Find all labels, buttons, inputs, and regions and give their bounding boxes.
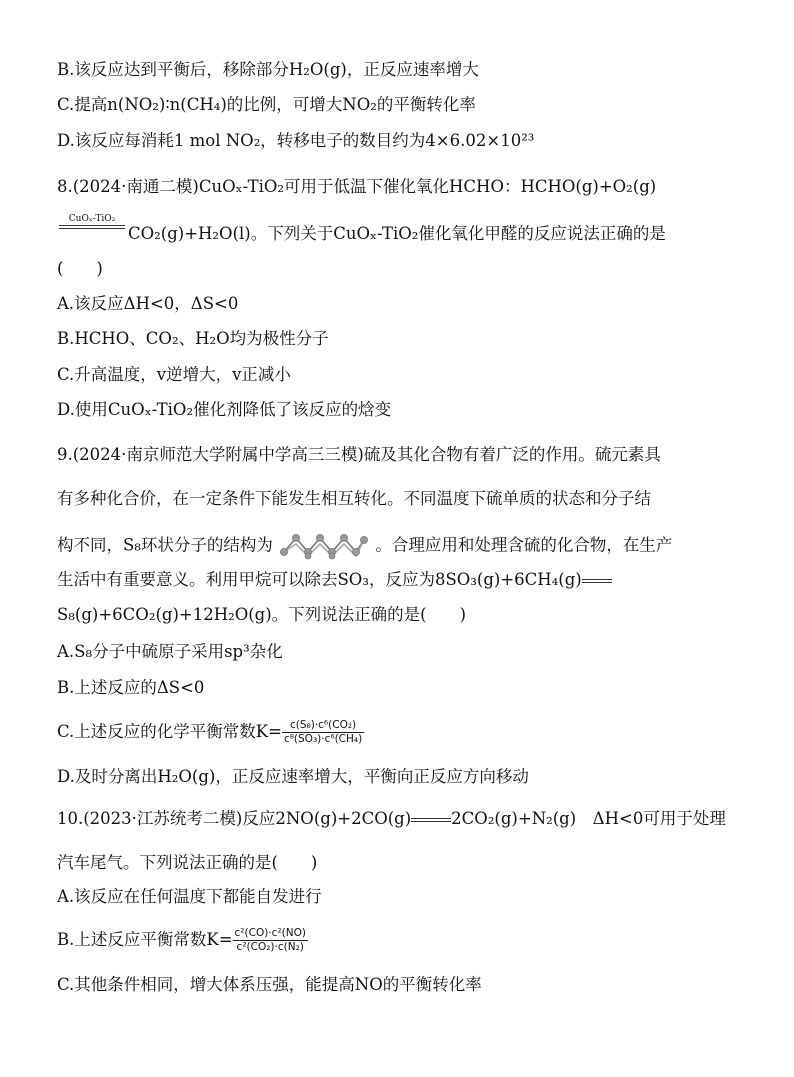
q10-option-a: A.该反应在任何温度下都能自发进行 <box>57 887 322 906</box>
q10-stem-line2: 汽车尾气。下列说法正确的是( ) <box>57 853 318 872</box>
q10-stem-line1-a: 10.(2023·江苏统考二模)反应2NO(g)+2CO(g) <box>57 809 412 828</box>
q8-option-a: A.该反应ΔH<0，ΔS<0 <box>57 294 239 313</box>
q9-option-d: D.及时分离出H₂O(g)，正反应速率增大，平衡向正反应方向移动 <box>57 767 529 786</box>
q9-option-a: A.S₈分子中硫原子采用sp³杂化 <box>57 642 283 661</box>
q9-option-b: B.上述反应的ΔS<0 <box>57 678 205 697</box>
q7-option-d: D.该反应每消耗1 mol NO₂，转移电子的数目约为4×6.02×10²³ <box>57 131 535 150</box>
q9-stem-line4-text: 生活中有重要意义。利用甲烷可以除去SO₃，反应为8SO₃(g)+6CH₄(g) <box>57 570 582 589</box>
q10-stem-line1-b: 2CO₂(g)+N₂(g) ΔH<0可用于处理 <box>451 809 726 828</box>
q8-stem-line1: 8.(2024·南通二模)CuOₓ-TiO₂可用于低温下催化氧化HCHO：HCHO(g)+O₂(g) <box>57 177 657 196</box>
q10-option-b <box>57 927 308 954</box>
fraction-numerator: c²(CO)·c²(NO) <box>234 927 306 939</box>
q8-option-b: B.HCHO、CO₂、H₂O均为极性分子 <box>57 329 329 348</box>
q9-option-c <box>57 719 364 746</box>
q9-stem-line1: 9.(2024·南京师范大学附属中学高三三模)硫及其化合物有着广泛的作用。硫元素具 <box>57 445 661 464</box>
reversible-arrow <box>411 815 451 825</box>
q7-option-b: B.该反应达到平衡后，移除部分H₂O(g)，正反应速率增大 <box>57 60 479 79</box>
fraction-denominator: c²(CO₂)·c(N₂) <box>236 941 304 953</box>
q10-option-b-text: B.上述反应平衡常数K= <box>57 930 233 949</box>
q7-option-c: C.提高n(NO₂)∶n(CH₄)的比例，可增大NO₂的平衡转化率 <box>57 95 476 114</box>
reversible-arrow <box>582 576 612 586</box>
q8-option-c: C.升高温度，v逆增大，v正减小 <box>57 365 291 384</box>
fraction-numerator: c(S₈)·c⁶(CO₂) <box>282 719 364 733</box>
q10-stem-line1 <box>57 808 726 830</box>
catalyst-label: CuOₓ-TiO₂ <box>68 214 116 224</box>
equilibrium-constant-fraction <box>282 719 364 746</box>
fraction-denominator: c⁸(SO₃)·c⁶(CH₄) <box>283 733 363 745</box>
q9-stem-line4 <box>57 569 612 591</box>
q9-stem-line3-b: 。合理应用和处理含硫的化合物，在生产 <box>375 535 673 555</box>
equilibrium-constant-fraction <box>233 927 308 954</box>
catalyst-condition-arrow <box>57 214 127 236</box>
s8-ring-structure-image <box>278 532 370 560</box>
q10-option-c: C.其他条件相同，增大体系压强，能提高NO的平衡转化率 <box>57 975 482 994</box>
q9-stem-line2: 有多种化合价，在一定条件下能发生相互转化。不同温度下硫单质的状态和分子结 <box>57 489 651 508</box>
q8-option-d: D.使用CuOₓ-TiO₂催化剂降低了该反应的焓变 <box>57 400 392 419</box>
q9-option-c-text: C.上述反应的化学平衡常数K= <box>57 722 282 741</box>
q8-stem-line2: CO₂(g)+H₂O(l)。下列关于CuOₓ-TiO₂催化氧化甲醛的反应说法正确的是 <box>128 224 666 243</box>
q9-stem-line3 <box>57 532 672 560</box>
q8-answer-blank: ( ) <box>57 259 103 278</box>
q9-stem-line3-a: 构不同，S₈环状分子的结构为 <box>57 535 273 555</box>
q9-stem-line5: S₈(g)+6CO₂(g)+12H₂O(g)。下列说法正确的是( ) <box>57 605 467 624</box>
